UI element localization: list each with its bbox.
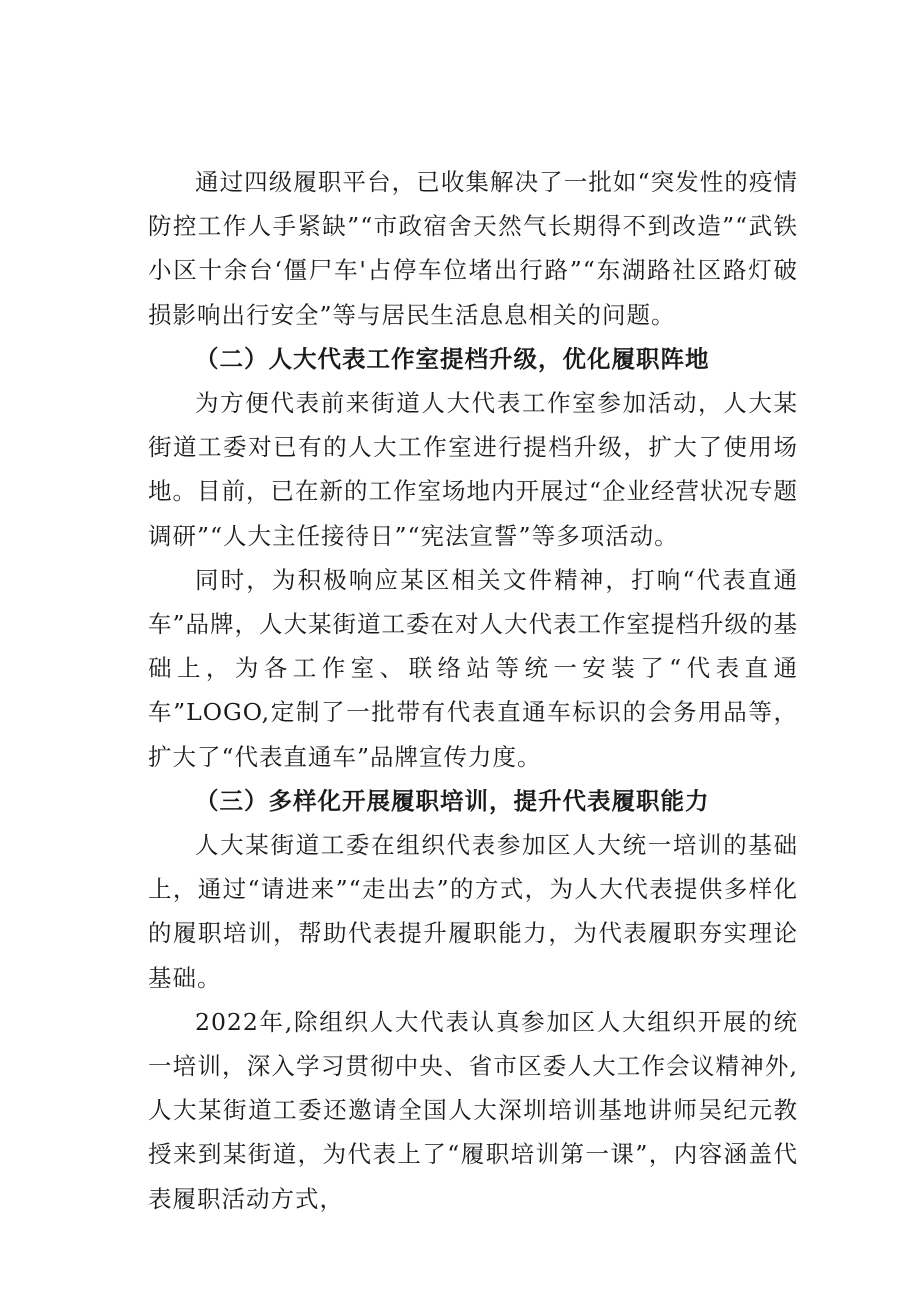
paragraph-3: 同时，为积极响应某区相关文件精神，打响“代表直通车”品牌，人大某街道工委在对人大代表工作室提档升级的基础上，为各工作室、联络站等统一安装了“代表直通车”LOGO,定制了一批带有代表直通车标识的会务用品等，扩大了“代表直通车”品牌宣传力度。 [148,565,799,771]
section-heading-2: （二）人大代表工作室提档升级，优化履职阵地 [195,344,710,373]
paragraph-1: 通过四级履职平台，已收集解决了一批如“突发性的疫情防控工作人手紧缺”“市政宿舍天然气长期得不到改造”“武铁小区十余台‘僵尸车'占停车位堵出行路”“东湖路社区路灯破损影响出行安全”等与居民生活息息相关的问题。 [148,168,798,329]
paragraph-2: 为方便代表前来街道人大代表工作室参加活动，人大某街道工委对已有的人大工作室进行提档升级，扩大了使用场地。目前，已在新的工作室场地内开展过“企业经营状况专题调研”“人大主任接待日”“宪法宣誓”等多项活动。 [148,389,799,550]
document-body [148,160,798,1221]
paragraph-4: 人大某街道工委在组织代表参加区人大统一培训的基础上，通过“请进来”“走出去”的方式，为人大代表提供多样化的履职培训，帮助代表提升履职能力，为代表履职夯实理论基础。 [148,831,798,992]
section-heading-3: （三）多样化开展履职培训，提升代表履职能力 [195,786,710,815]
paragraph-5: 2022年,除组织人大代表认真参加区人大组织开展的统一培训，深入学习贯彻中央、省市区委人大工作会议精神外,人大某街道工委还邀请全国人大深圳培训基地讲师吴纪元教授来到某街道，为代表上了“履职培训第一课”，内容涵盖代表履职活动方式， [148,1007,798,1213]
